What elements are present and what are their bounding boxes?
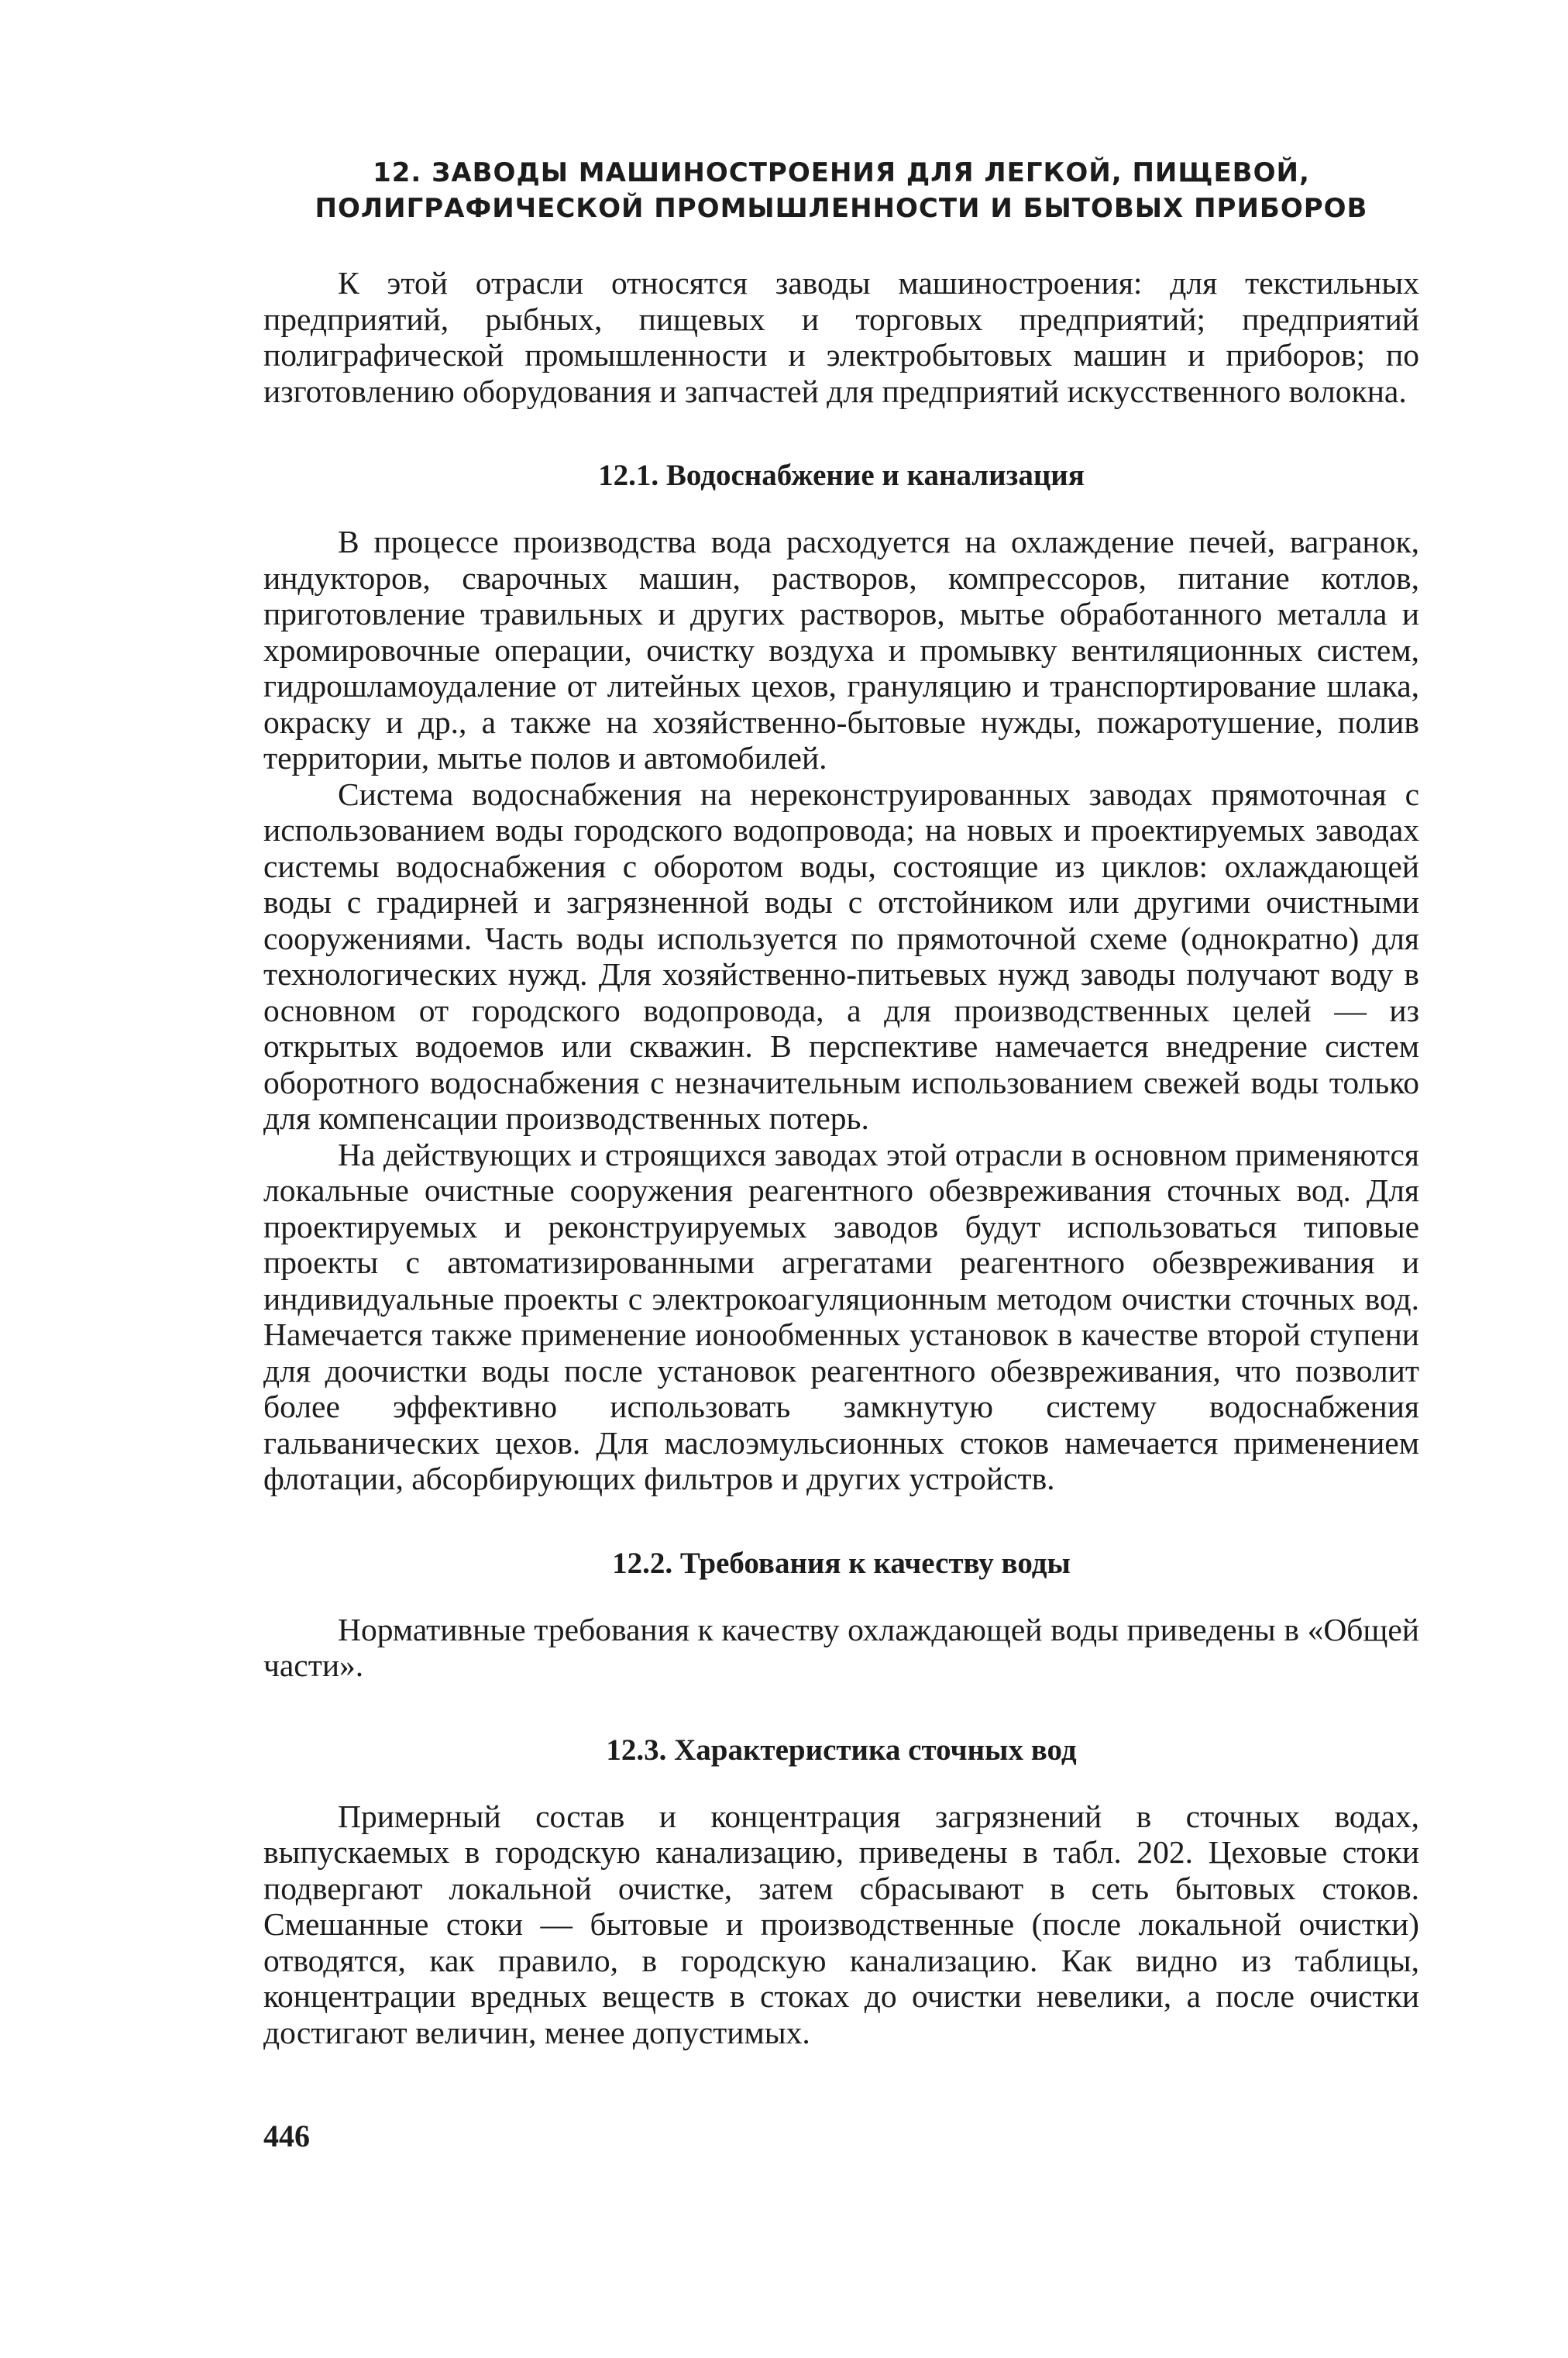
section-12-1-paragraph-3: На действующих и строящихся заводах этой отрасли в основном применяются локальные очистные сооружения реагентного обезвреживания сточных вод. Для проектируемых и реконструируемых заводов будут использоваться типовые проекты с автоматизированными агрегатами реагентного обезвреживания и индивидуальные проекты с электрокоагуляционным методом очистки сточных вод. Намечается также применение ионообменных установок в качестве второй ступени для доочистки воды после установок реагентного обезвреживания, что позволит более эффективно использовать замкнутую систему водоснабжения гальванических цехов. Для маслоэмульсионных стоков намечается применением флотации, абсорбирующих фильтров и других устройств.	[263, 1136, 1419, 1496]
chapter-intro-paragraph: К этой отрасли относятся заводы машиностроения: для текстильных предприятий, рыбных, пищевых и торговых предприятий; предприятий полиграфической промышленности и электробытовых машин и приборов; по изготовлению оборудования и запчастей для предприятий искусственного волокна.	[263, 265, 1419, 409]
section-title-12-1: 12.1. Водоснабжение и канализация	[598, 459, 1085, 492]
chapter-title	[263, 155, 1419, 226]
section-12-1-paragraph-1: В процессе производства вода расходуется на охлаждение печей, вагранок, индукторов, сварочных машин, растворов, компрессоров, питание котлов, приготовление травильных и других растворов, мытье обработанного металла и хромировочные операции, очистку воздуха и промывку вентиляционных систем, гидрошламоудаление от литейных цехов, грануляцию и транспортирование шлака, окраску и др., а также на хозяйственно-бытовые нужды, пожаротушение, полив территории, мытье полов и автомобилей.	[263, 524, 1419, 776]
section-12-1-paragraph-2: Система водоснабжения на нереконструированных заводах прямоточная с использованием воды городского водопровода; на новых и проектируемых заводах системы водоснабжения с оборотом воды, состоящие из циклов: охлаждающей воды с градирней и загрязненной воды с отстойником или другими очистными сооружениями. Часть воды используется по прямоточной схеме (однократно) для технологических нужд. Для хозяйственно-питьевых нужд заводы получают воду в основном от городского водопровода, а для производственных целей — из открытых водоемов или скважин. В перспективе намечается внедрение систем оборотного водоснабжения с незначительным использованием свежей воды только для компенсации производственных потерь.	[263, 776, 1419, 1136]
chapter-title-line-1: 12. ЗАВОДЫ МАШИНОСТРОЕНИЯ ДЛЯ ЛЕГКОЙ, ПИЩЕВОЙ,	[373, 157, 1310, 188]
chapter-title-line-2: ПОЛИГРАФИЧЕСКОЙ ПРОМЫШЛЕННОСТИ И БЫТОВЫХ ПРИБОРОВ	[315, 193, 1368, 224]
section-12-2-paragraph-1: Нормативные требования к качеству охлаждающей воды приведены в «Общей части».	[263, 1611, 1419, 1683]
section-title-12-2: 12.2. Требования к качеству воды	[612, 1546, 1071, 1580]
section-12-3-paragraph-1: Примерный состав и концентрация загрязнений в сточных водах, выпускаемых в городскую канализацию, приведены в табл. 202. Цеховые стоки подвергают локальной очистке, затем сбрасывают в сеть бытовых стоков. Смешанные стоки — бытовые и производственные (после локальной очистки) отводятся, как правило, в городскую канализацию. Как видно из таблицы, концентрации вредных веществ в стоках до очистки невелики, а после очистки достигают величин, менее допустимых.	[263, 1798, 1419, 2050]
page-content	[263, 155, 1419, 2050]
section-title-12-3: 12.3. Характеристика сточных вод	[606, 1733, 1077, 1767]
page-number: 446	[263, 2119, 310, 2153]
